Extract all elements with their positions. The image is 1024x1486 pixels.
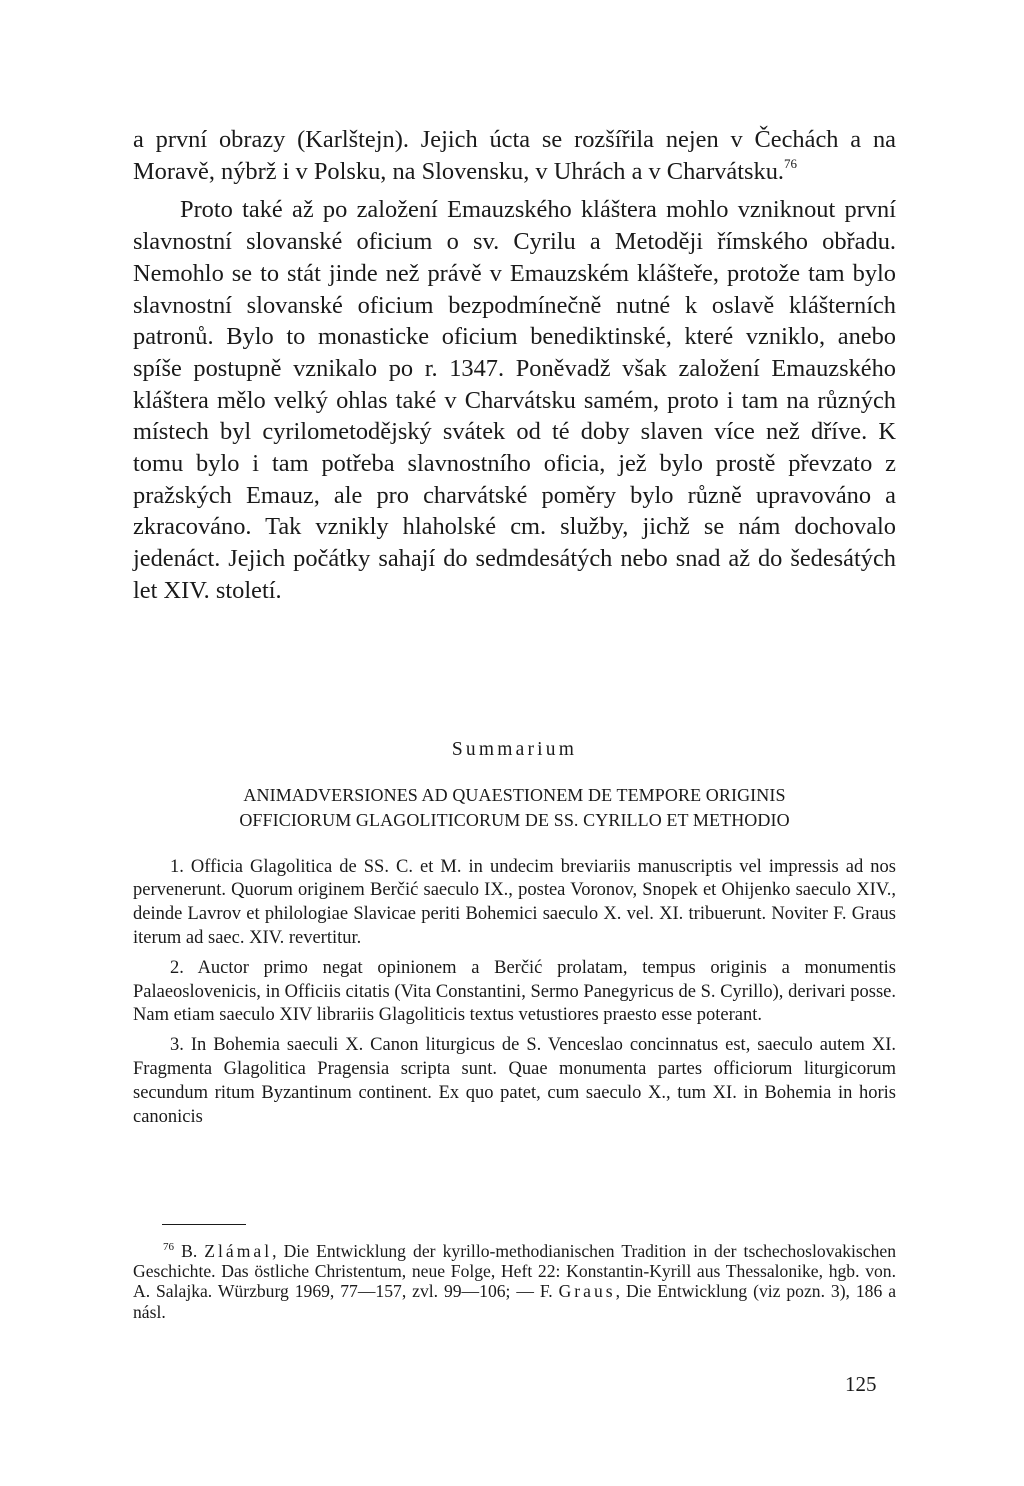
summary-paragraph-2: 2. Auctor primo negat opinionem a Berčić prolatam, tempus originis a monumentis Palaeoslovenicis, in Officiis citatis (Vita Constantini, Sermo Panegyricus de S. Cyrillo), derivari posse. Nam etiam saeculo XIV librariis Glagoliticis textus vetustiores praesto esse poterant. <box>133 957 896 1026</box>
footnote-ref-76[interactable]: 76 <box>784 155 797 171</box>
footnote-marker: 76 <box>163 1241 174 1253</box>
footnote-initial-1: B. <box>181 1241 198 1261</box>
summary-heading-line-1: ANIMADVERSIONES AD QUAESTIONEM DE TEMPORE ORIGINIS <box>243 784 786 805</box>
main-paragraph-2: Proto také až po založení Emauzského kláštera mohlo vzniknout první slavnostní slovanské oficium o sv. Cyrilu a Metoději římského obřadu. Nemohlo se to stát jinde než právě v Emauzském klášteře, protože tam bylo slavnostní slovanské oficium bezpodmínečně nutné k oslavě klášterních patronů. Bylo to monasticke oficium benediktinské, které vzniklo, anebo spíše postupně vznikalo po r. 1347. Poněvadž však založení Emauzského kláštera mělo velký ohlas také v Charvátsku samém, proto i tam na různých místech byl cyrilometodějský svátek od té doby slaven více než dříve. K tomu bylo i tam potřeba slavnostního oficia, jež bylo prostě převzato z pražských Emauz, ale pro charvátské poměry bylo různě upravováno a zkracováno. Tak vznikly hlaholské cm. služby, jichž se nám dochovalo jedenáct. Jejich počátky sahají do sedmdesátých nebo snad až do šedesátých let XIV. století. <box>133 196 896 604</box>
footnote-rule <box>162 1224 246 1225</box>
summary-title: Summarium <box>451 738 578 760</box>
page-number: 125 <box>845 1372 877 1396</box>
footnote-text-2: , Die Entwicklung (viz pozn. 3), 186 a násl. <box>133 1281 897 1322</box>
summary-paragraph-3: 3. In Bohemia saeculi X. Canon liturgicus de S. Venceslao concinnatus est, saeculo autem XI. Fragmenta Glagolitica Pragensia scripta sunt. Quae monumenta partes officiorum liturgicorum secundum ritum Byzantinum continent. Ex quo patet, cum saeculo X., tum XI. in Bohemia in horis canonicis <box>133 1035 896 1127</box>
footnote-author-1: Zlámal <box>204 1241 273 1261</box>
main-paragraph-1-text: a první obrazy (Karlštejn). Jejich úcta se rozšířila nejen v Čechách a na Moravě, nýbrž i v Polsku, na Slovensku, v Uhrách a v Charvátsku. <box>133 126 896 185</box>
footnote-76 <box>133 1241 896 1322</box>
summary-heading-line-2: OFFICIORUM GLAGOLITICORUM DE SS. CYRILLO ET METHODIO <box>239 809 790 830</box>
summary-paragraph-1: 1. Officia Glagolitica de SS. C. et M. in undecim breviariis manuscriptis vel impressis ad nos pervenerunt. Quorum originem Berčić saeculo IX., postea Voronov, Snopek et Ohijenko saeculo XIV., deinde Lavrov et philologiae Slavicae periti Bohemici saeculo X. vel. XI. tribuerunt. Noviter F. Graus iterum ad saec. XIV. revertitur. <box>133 856 896 948</box>
footnote-area <box>133 1241 896 1322</box>
footnote-author-2: Graus <box>558 1281 616 1302</box>
page-body <box>133 124 896 1129</box>
footnote-text-1: , Die Entwicklung der kyrillo-methodianischen Tradition in der tschechoslovakischen Geschichte. Das östliche Christentum, neue Folge, Heft 22: Konstantin-Kyrill aus Thessalonike, hgb. von. A. Salajka. Würzburg 1969, 77—157, zvl. 99—106; — F. <box>133 1241 896 1302</box>
main-paragraph-1 <box>133 124 896 187</box>
